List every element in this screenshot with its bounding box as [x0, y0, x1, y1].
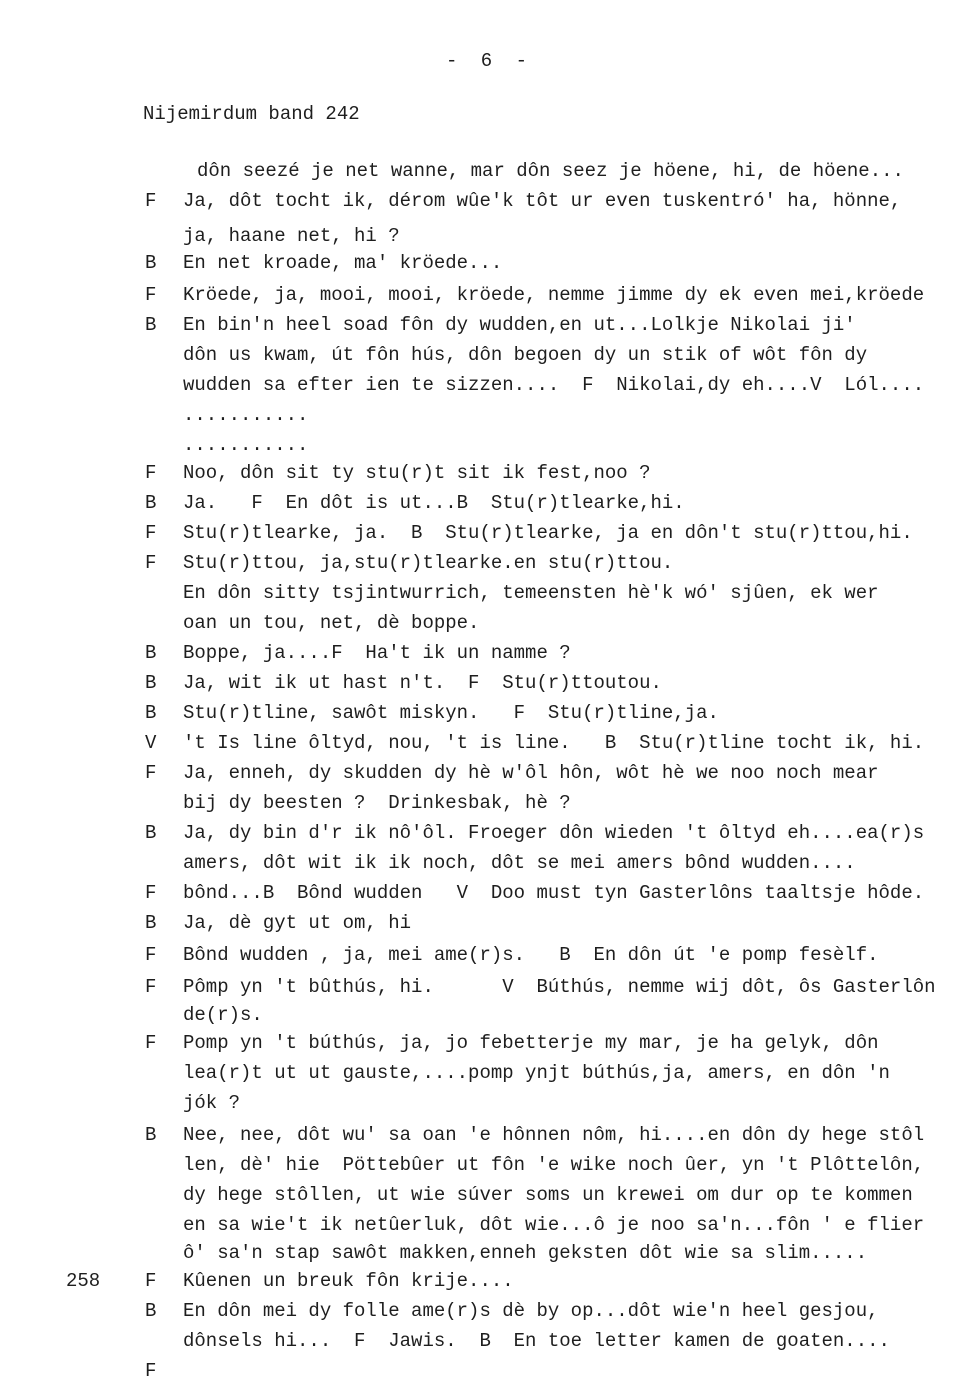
- line-text: Ja, dôt tocht ik, dérom wûe'k tôt ur even tuskentró' ha, hönne,: [183, 190, 902, 212]
- transcript-line: [0, 1214, 979, 1242]
- transcript-line: [0, 1154, 979, 1182]
- line-text: En dôn sitty tsjintwurrich, temeensten hè'k wó' sjûen, ek wer: [183, 582, 879, 604]
- transcript-line: [0, 792, 979, 820]
- page-number: - 6 -: [445, 50, 533, 72]
- transcript-line: [0, 1360, 979, 1388]
- line-text: ô' sa'n stap sawôt makken,enneh geksten dôt wie sa slim.....: [183, 1242, 868, 1264]
- transcript-line: [0, 612, 979, 640]
- transcript-line: [0, 944, 979, 972]
- line-text: Bônd wudden , ja, mei ame(r)s. B En dôn út 'e pomp fesèlf.: [183, 944, 879, 966]
- line-text: dy hege stôllen, ut wie súver soms un krewei om dur op te kommen: [183, 1184, 913, 1206]
- speaker-label: F: [145, 462, 157, 484]
- line-text: Ja, wit ik ut hast n't. F Stu(r)ttoutou.: [183, 672, 662, 694]
- transcript-line: [0, 1300, 979, 1328]
- speaker-label: F: [145, 882, 157, 904]
- transcript-line: [0, 582, 979, 610]
- line-text: en sa wie't ik netûerluk, dôt wie...ô je noo sa'n...fôn ' e flier: [183, 1214, 925, 1236]
- transcript-line: [0, 1242, 979, 1270]
- speaker-label: B: [145, 1300, 157, 1322]
- line-text: Ja. F En dôt is ut...B Stu(r)tlearke,hi.: [183, 492, 685, 514]
- line-text: Kûenen un breuk fôn krije....: [183, 1270, 514, 1292]
- speaker-label: B: [145, 912, 157, 934]
- line-text: Noo, dôn sit ty stu(r)t sit ik fest,noo ?: [183, 462, 651, 484]
- transcript-line: [0, 882, 979, 910]
- transcript-line: [0, 672, 979, 700]
- speaker-label: V: [145, 732, 157, 754]
- speaker-label: B: [145, 492, 157, 514]
- line-text: Kröede, ja, mooi, mooi, kröede, nemme jimme dy ek even mei,kröede: [183, 284, 925, 306]
- line-text: En dôn mei dy folle ame(r)s dè by op...dôt wie'n heel gesjou,: [183, 1300, 879, 1322]
- line-text: jók ?: [183, 1092, 241, 1114]
- line-text: Stu(r)ttou, ja,stu(r)tlearke.en stu(r)ttou.: [183, 552, 674, 574]
- transcript-line: [0, 762, 979, 790]
- line-text: dôn us kwam, út fôn hús, dôn begoen dy un stik of wôt fôn dy: [183, 344, 868, 366]
- transcript-line: [0, 284, 979, 312]
- transcript-line: [0, 1184, 979, 1212]
- transcript-line: [0, 912, 979, 940]
- line-text: bônd...B Bônd wudden V Doo must tyn Gasterlôns taaltsje hôde.: [183, 882, 925, 904]
- transcript-line: [0, 190, 979, 218]
- transcript-line: [0, 1032, 979, 1060]
- line-text: ...........: [183, 434, 309, 456]
- line-text: ...........: [183, 404, 309, 426]
- line-text: 't Is line ôltyd, nou, 't is line. B Stu(r)tline tocht ik, hi.: [183, 732, 925, 754]
- speaker-label: F: [145, 1032, 157, 1054]
- speaker-label: F: [145, 522, 157, 544]
- line-text: Stu(r)tlearke, ja. B Stu(r)tlearke, ja en dôn't stu(r)ttou,hi.: [183, 522, 913, 544]
- transcript-line: [0, 462, 979, 490]
- transcript-line: [0, 1004, 979, 1032]
- line-text: dônsels hi... F Jawis. B En toe letter kamen de goaten....: [183, 1330, 890, 1352]
- line-text: Ja, dy bin d'r ik nô'ôl. Froeger dôn wieden 't ôltyd eh....ea(r)s: [183, 822, 925, 844]
- document-title: Nijemirdum band 242: [143, 103, 360, 125]
- line-text: Stu(r)tline, sawôt miskyn. F Stu(r)tline,ja.: [183, 702, 719, 724]
- transcript-line: [0, 1124, 979, 1152]
- line-text: de(r)s.: [183, 1004, 263, 1026]
- line-text: wudden sa efter ien te sizzen.... F Nikolai,dy eh....V Lól....: [183, 374, 925, 396]
- speaker-label: F: [145, 552, 157, 574]
- speaker-label: B: [145, 252, 157, 274]
- transcript-line: [0, 642, 979, 670]
- speaker-label: F: [145, 976, 157, 998]
- transcript-line: [0, 552, 979, 580]
- speaker-label: F: [145, 284, 157, 306]
- transcript-line: [0, 314, 979, 342]
- line-text: oan un tou, net, dè boppe.: [183, 612, 480, 634]
- speaker-label: B: [145, 1124, 157, 1146]
- line-text: lea(r)t ut ut gauste,....pomp ynjt búthús,ja, amers, en dôn 'n: [183, 1062, 890, 1084]
- margin-number: 258: [66, 1270, 101, 1292]
- transcript-line: [0, 852, 979, 880]
- transcript-line: [0, 374, 979, 402]
- transcript-line: [0, 160, 979, 188]
- transcript-line: [0, 434, 979, 462]
- transcript-line: [0, 1330, 979, 1358]
- transcript-line: [0, 1062, 979, 1090]
- transcript-line: [0, 702, 979, 730]
- transcript-line: [0, 522, 979, 550]
- line-text: Ja, enneh, dy skudden dy hè w'ôl hôn, wôt hè we noo noch mear: [183, 762, 879, 784]
- speaker-label: B: [145, 822, 157, 844]
- transcript-line: [0, 344, 979, 372]
- speaker-label: F: [145, 762, 157, 784]
- transcript-line: [0, 976, 979, 1004]
- line-text: Boppe, ja....F Ha't ik un namme ?: [183, 642, 571, 664]
- speaker-label: B: [145, 702, 157, 724]
- transcript-line: [0, 822, 979, 850]
- transcript-line: [0, 252, 979, 280]
- transcript-line: [0, 1092, 979, 1120]
- speaker-label: F: [145, 944, 157, 966]
- line-text: Nee, nee, dôt wu' sa oan 'e hônnen nôm, hi....en dôn dy hege stôl: [183, 1124, 925, 1146]
- speaker-label: B: [145, 672, 157, 694]
- line-text: amers, dôt wit ik ik noch, dôt se mei amers bônd wudden....: [183, 852, 856, 874]
- transcript-line: [0, 732, 979, 760]
- transcript-line: [0, 1270, 979, 1298]
- line-text: En bin'n heel soad fôn dy wudden,en ut...Lolkje Nikolai ji': [183, 314, 856, 336]
- speaker-label: F: [145, 1360, 157, 1382]
- line-text: bij dy beesten ? Drinkesbak, hè ?: [183, 792, 571, 814]
- speaker-label: B: [145, 314, 157, 336]
- transcript-line: [0, 404, 979, 432]
- transcript-line: [0, 225, 979, 253]
- line-text: ja, haane net, hi ?: [183, 225, 400, 247]
- line-text: Pômp yn 't bûthús, hi. V Búthús, nemme wij dôt, ôs Gasterlôn: [183, 976, 936, 998]
- line-text: dôn seezé je net wanne, mar dôn seez je höene, hi, de höene...: [197, 160, 904, 182]
- speaker-label: B: [145, 642, 157, 664]
- speaker-label: F: [145, 190, 157, 212]
- line-text: len, dè' hie Pöttebûer ut fôn 'e wike noch ûer, yn 't Plôttelôn,: [183, 1154, 925, 1176]
- line-text: Ja, dè gyt ut om, hi: [183, 912, 412, 934]
- transcript-line: [0, 492, 979, 520]
- speaker-label: F: [145, 1270, 157, 1292]
- line-text: Pomp yn 't búthús, ja, jo febetterje my mar, je ha gelyk, dôn: [183, 1032, 879, 1054]
- line-text: En net kroade, ma' kröede...: [183, 252, 503, 274]
